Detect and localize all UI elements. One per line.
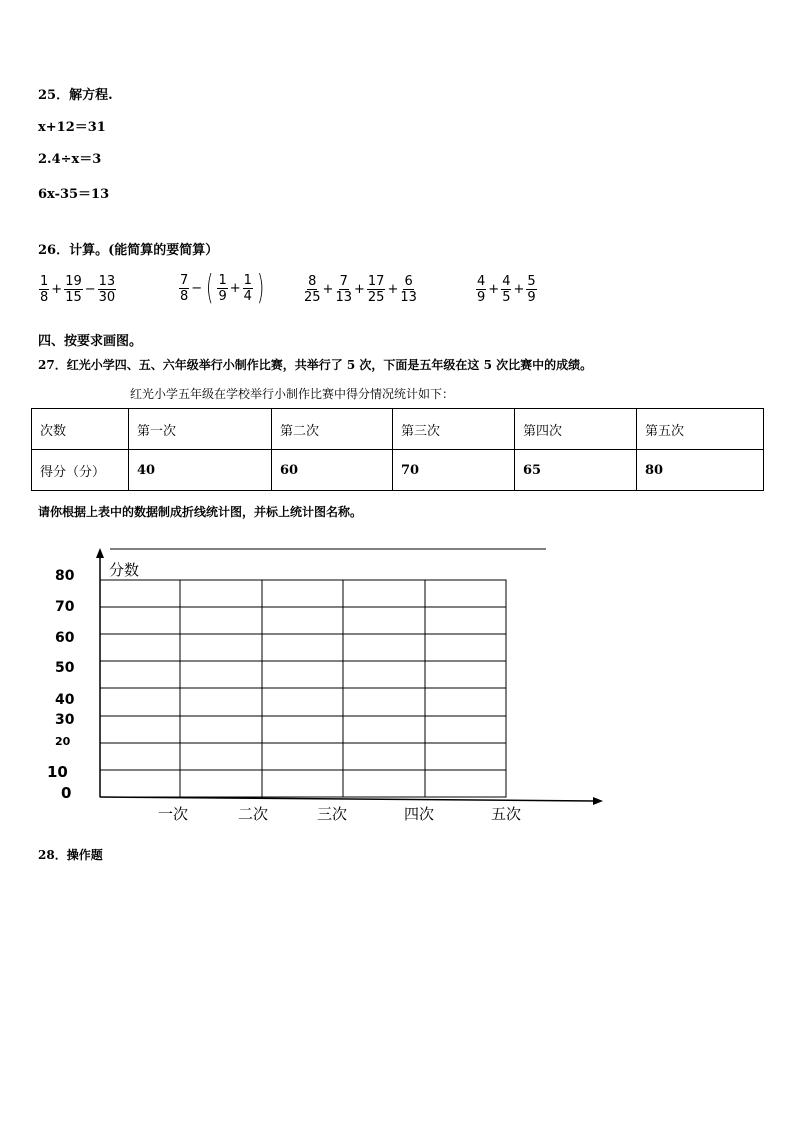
q26-title: 26．计算。(能简算的要简算） bbox=[38, 243, 219, 258]
y-axis-arrow bbox=[96, 548, 104, 558]
fraction: $\frac{1}{4}$ bbox=[243, 272, 252, 304]
table-cell: 得分（分） bbox=[32, 450, 129, 491]
y-axis-label: 分数 bbox=[109, 561, 140, 579]
table-caption: 红光小学五年级在学校举行小制作比赛中得分情况统计如下： bbox=[130, 387, 455, 401]
fraction: $\frac{19}{15}$ bbox=[65, 274, 82, 305]
fraction: $\frac{1}{9}$ bbox=[218, 272, 227, 304]
fraction: $\frac{5}{9}$ bbox=[527, 274, 536, 305]
table-cell: 第一次 bbox=[129, 409, 272, 450]
q28-title: 28．操作题 bbox=[38, 848, 103, 862]
fraction: $\frac{8}{25}$ bbox=[304, 274, 321, 305]
x-tick-label: 二次 bbox=[237, 805, 269, 823]
fraction: $\frac{6}{13}$ bbox=[400, 274, 417, 305]
y-tick-label: 20 bbox=[55, 735, 71, 748]
table-cell: 65 bbox=[515, 450, 637, 491]
table-cell: 40 bbox=[129, 450, 272, 491]
operator: + bbox=[354, 282, 365, 297]
operator: + bbox=[322, 282, 334, 297]
table-cell: 第五次 bbox=[637, 409, 764, 450]
fraction: $\frac{17}{25}$ bbox=[367, 274, 385, 305]
q25-equation-2: 2.4÷x＝3 bbox=[38, 152, 102, 167]
q25-title: 25．解方程. bbox=[38, 88, 113, 103]
fraction: $\frac{7}{13}$ bbox=[335, 274, 352, 305]
fraction: $\frac{4}{5}$ bbox=[502, 274, 511, 305]
table-cell: 第二次 bbox=[272, 409, 393, 450]
y-tick-label: 60 bbox=[55, 630, 75, 646]
fraction: $\frac{4}{9}$ bbox=[477, 274, 486, 305]
table-cell: 70 bbox=[393, 450, 515, 491]
operator: − bbox=[191, 280, 203, 296]
fraction: $\frac{13}{30}$ bbox=[98, 274, 116, 305]
grid-lines bbox=[100, 580, 506, 797]
operator: + bbox=[229, 280, 241, 296]
x-axis-arrow bbox=[593, 797, 603, 805]
operator: − bbox=[84, 282, 96, 297]
right-paren: ) bbox=[256, 268, 265, 308]
x-tick-label: 一次 bbox=[157, 805, 189, 823]
q25-equation-1: x+12＝31 bbox=[38, 120, 106, 135]
operator: + bbox=[51, 282, 63, 297]
fraction: $\frac{7}{8}$ bbox=[180, 272, 189, 304]
left-paren: ( bbox=[206, 268, 214, 308]
x-tick-label: 四次 bbox=[403, 805, 435, 823]
q25-equation-3: 6x-35＝13 bbox=[38, 187, 110, 202]
y-tick-label: 30 bbox=[55, 712, 75, 728]
table-cell: 第四次 bbox=[515, 409, 637, 450]
q27-instruction: 请你根据上表中的数据制成折线统计图，并标上统计图名称。 bbox=[38, 505, 363, 519]
table-cell: 第三次 bbox=[393, 409, 515, 450]
table-cell: 80 bbox=[637, 450, 764, 491]
x-tick-label: 三次 bbox=[316, 805, 348, 823]
x-axis bbox=[100, 797, 594, 801]
fraction: $\frac{1}{8}$ bbox=[40, 274, 49, 305]
y-tick-label: 50 bbox=[55, 660, 75, 676]
operator: + bbox=[513, 282, 525, 297]
operator: + bbox=[387, 282, 399, 297]
table-cell: 次数 bbox=[32, 409, 129, 450]
table-cell: 60 bbox=[272, 450, 393, 491]
operator: + bbox=[488, 282, 500, 297]
x-tick-label: 五次 bbox=[490, 805, 522, 823]
y-tick-label: 40 bbox=[55, 692, 75, 708]
q27-title: 27．红光小学四、五、六年级举行小制作比赛，共举行了 5 次，下面是五年级在这 5 次比赛中的成绩。 bbox=[38, 358, 593, 372]
section-4-title: 四、按要求画图。 bbox=[38, 334, 143, 349]
y-tick-label: 10 bbox=[47, 763, 68, 781]
y-tick-label: 70 bbox=[55, 599, 75, 615]
y-tick-label: 0 bbox=[61, 784, 72, 802]
y-tick-label: 80 bbox=[55, 568, 75, 584]
